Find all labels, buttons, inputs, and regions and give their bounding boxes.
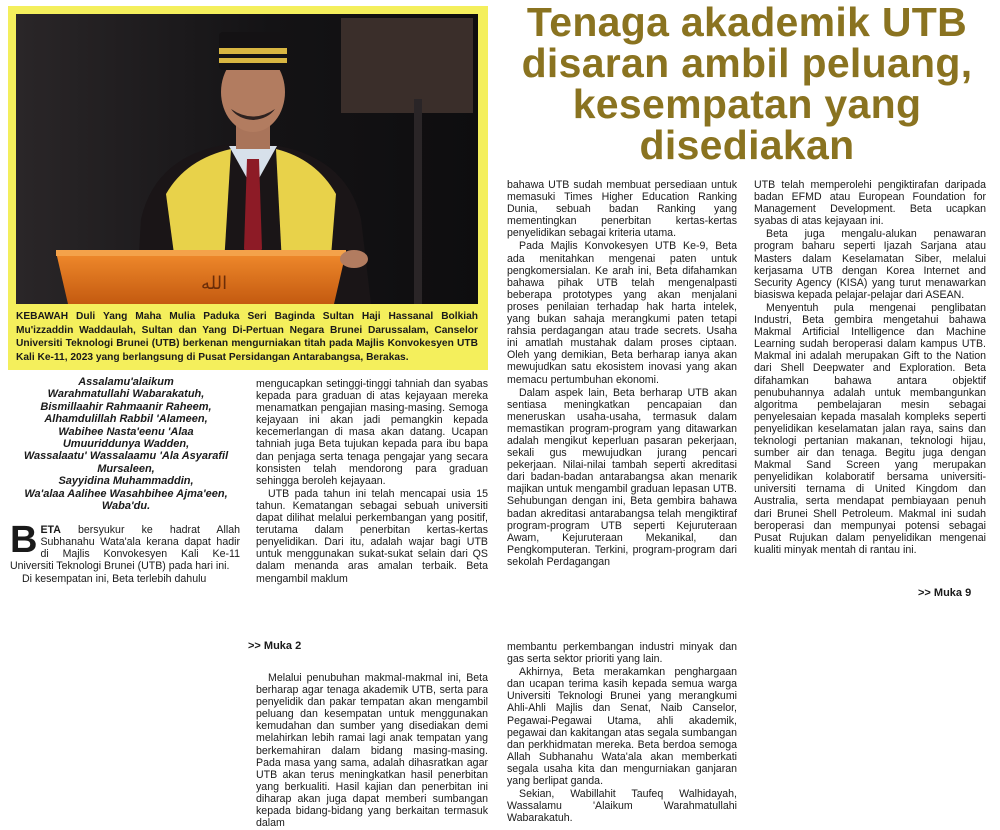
drop-cap: B <box>10 519 38 561</box>
article-column-1 <box>10 519 240 586</box>
article-column-2 <box>256 378 488 586</box>
salutation-line: Sayyidina Muhammaddin, <box>58 475 194 488</box>
salutation-line: Umuuriddunya Wadden, <box>62 438 190 451</box>
salutation-line: Wassalaatu' Wassalaamu 'Ala Asyarafil <box>23 450 229 463</box>
paragraph: mengucapkan setinggi-tinggi tahniah dan syabas kepada para graduan di atas kejayaan mereka menamatkan pengajian masing-masing. Semoga kejayaan ini akan jadi pemangkin kepada kecemerlangan di masa akan datang. Ucapan tahniah juga Beta tujukan kepada para ibu bapa dan penjaga serta tenaga pengajar yang secara konsisten telah mendorong para graduan sehingga beroleh kejayaan. <box>256 378 488 487</box>
jump-to-page-2[interactable]: >> Muka 2 <box>248 640 302 652</box>
article-headline: Tenaga akademik UTB disaran ambil peluang, kesempatan yang disediakan <box>521 0 973 168</box>
paragraph <box>10 519 240 573</box>
paragraph: Pada Majlis Konvokesyen UTB Ke-9, Beta ada menitahkan mengenai paten untuk pengkomersialan. Ke arah ini, Beta difahamkan bahawa pihak UTB telah mengenalpasti beberapa prototypes yang akan menjalani proses penilaian terhadap hak harta intelek, yang bukan sahaja merangkumi paten tetapi rahsia perdagangan atau trade secrets. Usaha ini amatlah mustahak dalam proses ciptaan. Oleh yang demikian, Beta berharap ianya akan mewujudkan satu ekosistem inovasi yang akan memacu pertumbuhan ekonomi. <box>507 240 737 386</box>
paragraph: bahawa UTB sudah membuat persediaan untuk memasuki Times Higher Education Ranking Dunia, sebuah badan Ranking yang mementingkan penerbitan kertas-kertas penyelidikan sebagai kriteria utama. <box>507 179 737 240</box>
paragraph: UTB pada tahun ini telah mencapai usia 15 tahun. Kematangan sebagai sebuah universiti dapat dilihat melalui perkembangan yang positif, terutama dalam penerbitan kertas-kertas penyelidikan. Dari itu, adalah wajar bagi UTB untuk menggunakan sukat-sukat selain dari QS dalam menanda aras amalan terbaik. Beta mengambil maklum <box>256 487 488 585</box>
continuation-column-2 <box>256 672 488 830</box>
jump-to-page-9[interactable]: >> Muka 9 <box>918 587 972 599</box>
article-column-4 <box>754 179 986 557</box>
paragraph: Menyentuh pula mengenai penglibatan Industri, Beta gembira mengetahui bahawa Makmal Artificial Intelligence dan Machine Learning sudah beroperasi dalam kampus UTB. Makmal ini adalah merupakan Gift to the Nation dari Shell Deepwater and Exploration. Beta difahamkan bahawa antara objektif penubuhannya adalah untuk membangunkan algoritma pembelajaran mesin sebagai penyelesaian kepada masalah kompleks seperti penyelidikan keselamatan jalan raya, sains dan teknologi pertanian makanan, teknologi hijau, sumber air dan tenaga. Begitu juga dengan Makmal Sand Screen yang merupakan penyelidikan kolaboratif bersama universiti-universiti ternama di United Kingdom dan Australia, serta mendapat pembiayaan penuh dari Brunei Shell Petroleum. Makmal ini sudah beroperasi dan mempunyai potensi sebagai Pusat Rujukan dalam penyelidikan mengenai kualiti minyak mentah di rantau ini. <box>754 301 986 556</box>
paragraph: Di kesempatan ini, Beta terlebih dahulu <box>22 573 207 586</box>
salutation-line: Assalamu'alaikum <box>78 376 174 388</box>
photo-caption: KEBAWAH Duli Yang Maha Mulia Paduka Seri Baginda Sultan Haji Hassanal Bolkiah Mu'izzaddin Waddaulah, Sultan dan Yang Di-Pertuan Negara Brunei Darussalam, Canselor Universiti Teknologi Brunei (UTB) berkenan mengurniakan titah pada Majlis Konvokesyen UTB Kali Ke-11, 2023 yang berlangsung di Pusat Persidangan Antarabangsa, Berakas. <box>16 311 478 363</box>
paragraph: UTB telah memperolehi pengiktirafan daripada badan EFMD atau European Foundation for Management Development. Beta ucapkan syabas di atas kejayaan ini. <box>754 179 986 228</box>
salutation-line: Wabihee Nasta'eenu 'Alaa <box>58 425 194 438</box>
salutation-line: Bismillaahir Rahmaanir Raheem, <box>40 400 212 413</box>
paragraph: membantu perkembangan industri minyak dan gas serta sektor prioriti yang lain. <box>507 641 737 666</box>
salutation-line: Waba'du. <box>101 500 151 513</box>
paragraph: Dalam aspek lain, Beta berharap UTB akan sentiasa meningkatkan pencapaian dan meneruskan usaha-usaha, termasuk dalam memastikan program-program yang ditawarkan adalah mengikut keperluan pasaran pekerjaan, sekali gus mewujudkan jurang pencari pekerjaan. Nilai-nilai tambah seperti akreditasi dari badan-badan antarabangsa akan menarik majikan untuk mengambil graduan lepasan UTB. Sehubungan dengan ini, Beta gembira bahawa badan akreditasi antarabangsa telah mengiktiraf program-program UTB seperti Kejuruteraan Awam, Kejuruteraan Mekanikal, dan Pengkomputeran. Terkini, program-program dari sekolah Perdagangan <box>507 386 737 568</box>
salutation-line: Warahmatullahi Wabarakatuh, <box>47 388 205 401</box>
news-photo <box>16 14 478 304</box>
article-column-3 <box>507 179 737 569</box>
paragraph: Beta juga mengalu-alukan penawaran program baharu seperti Ijazah Sarjana atau Masters dalam Keselamatan Siber, melalui kerjasama UTB dengan Korea Internet and Security Agency (KISA) yang turut menawarkan biasiswa kepada pelajar-pelajar dari ASEAN. <box>754 228 986 301</box>
salutation-line: Wa'alaa Aalihee Wasahbihee Ajma'een, <box>24 487 228 500</box>
salutation-block <box>10 376 242 512</box>
salutation-line: Alhamdulillah Rabbil 'Alameen, <box>44 413 208 426</box>
paragraph: Akhirnya, Beta merakamkan penghargaan dan ucapan terima kasih kepada semua warga Universiti Teknologi Brunei yang merangkumi Ahli-Ahli Majlis dan Senat, Naib Canselor, Pegawai-Pegawai Utama, ahli akademik, pegawai dan kakitangan atas segala sumbangan dan perkhidmatan mereka. Beta berdoa semoga Allah Subhanahu Wata'ala akan memberkati segala usaha kita dan mengurniakan ganjaran yang berlipat ganda. <box>507 666 737 788</box>
sultan-photo-illustration <box>16 14 478 304</box>
salutation-line: Mursaleen, <box>97 462 155 475</box>
paragraph-text: bersyukur ke hadrat Allah Subhanahu Wata'ala kerana dapat hadir di Majlis Konvokesyen Kali Ke-11 Universiti Teknologi Brunei (UTB) pada hari ini. <box>10 524 240 573</box>
paragraph: Melalui penubuhan makmal-makmal ini, Beta berharap agar tenaga akademik UTB, serta para penyelidik dan pakar tempatan akan mengambil peluang dan kesempatan untuk menggunakan kemudahan dan sumber yang disediakan demi melahirkan lebih ramai lagi anak tempatan yang berkemahiran dalam bidang masing-masing. Pada masa yang sama, adalah dihasratkan agar UTB akan terus meningkatkan hasil penerbitan yang berkualiti. Hasil kajian dan penerbitan ini diharap akan juga dapat memberi sumbangan kepada bidang-bidang yang berkaitan termasuk dalam <box>256 672 488 830</box>
lead-caps: ETA <box>40 524 61 536</box>
paragraph: Sekian, Wabillahit Taufeq Walhidayah, Wassalamu 'Alaikum Warahmatullahi Wabarakatuh. <box>507 788 737 825</box>
podium-inscription: الله <box>201 273 228 294</box>
continuation-column-3 <box>507 641 737 825</box>
